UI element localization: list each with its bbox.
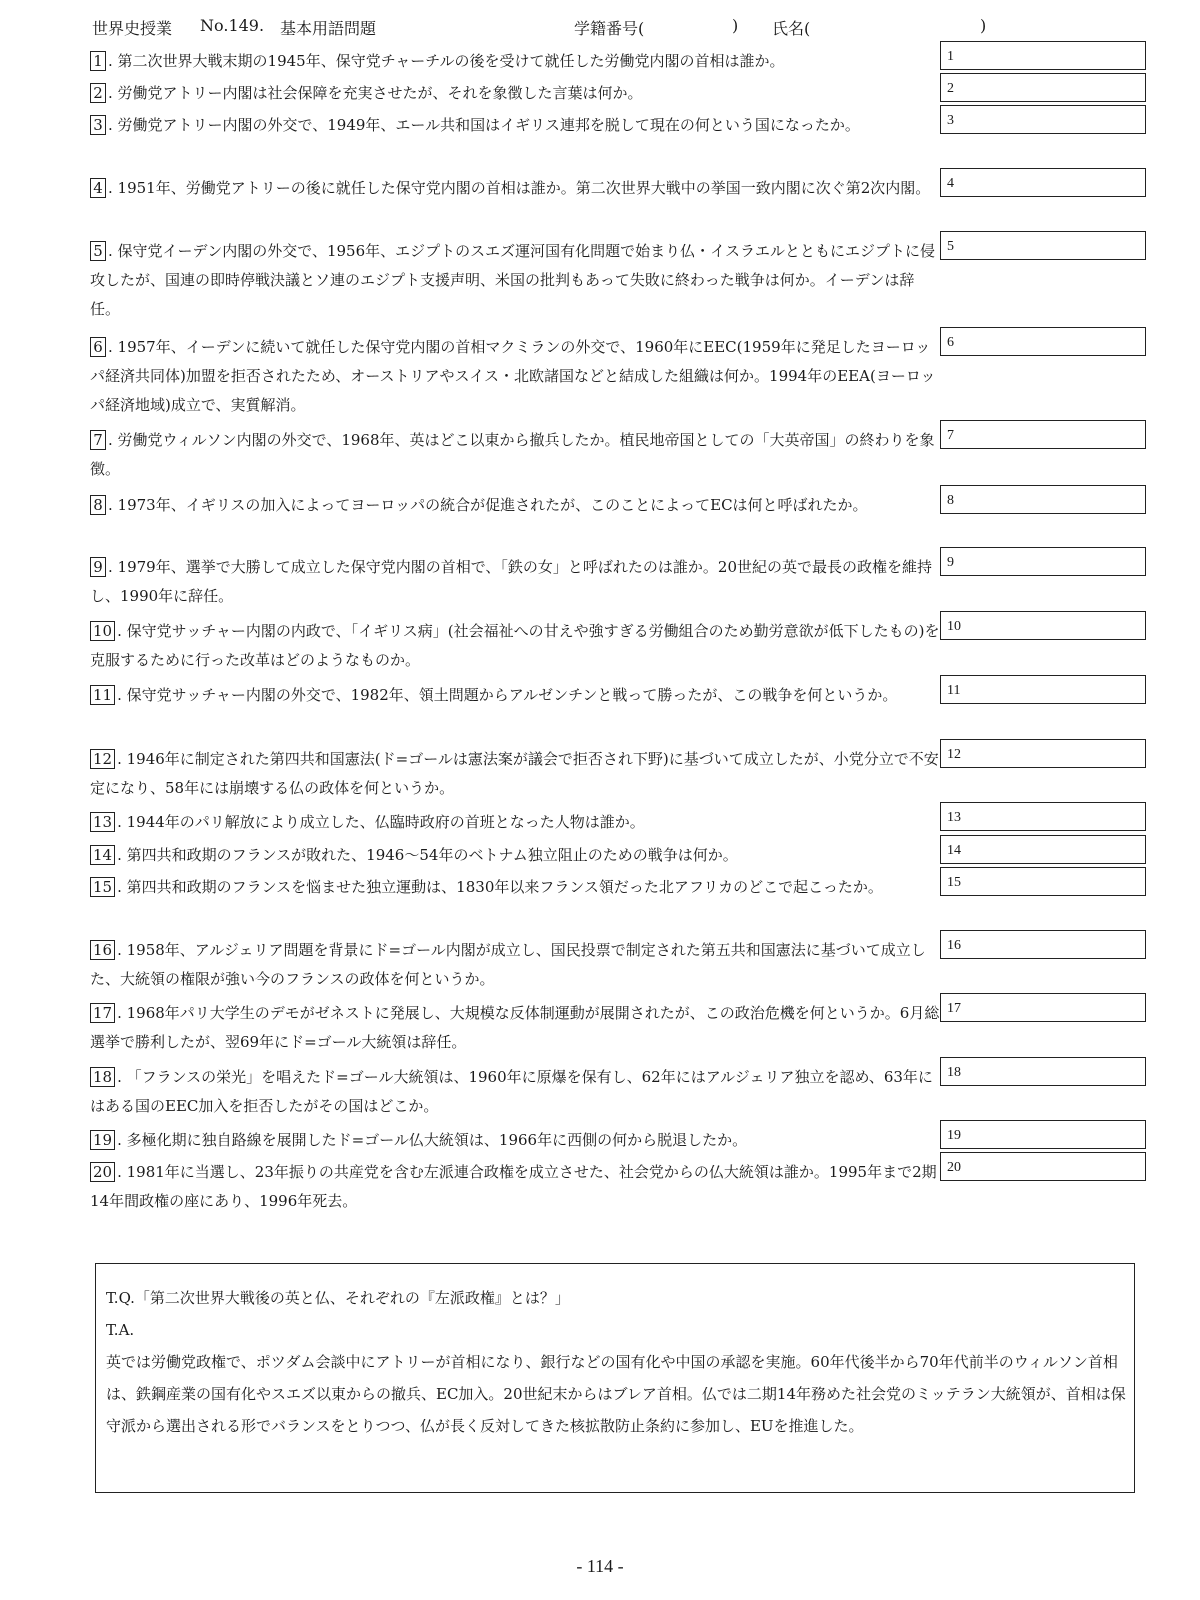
tq-answer: 英では労働党政権で、ポツダム会談中にアトリーが首相になり、銀行などの国有化や中国の承認を実施。60年代後半から70年代前半のウィルソン首相は、鉄鋼産業の国有化やスエズ以東からの撤兵、EC加入。20世紀末からはブレア首相。仏では二期14年務めた社会党のミッテラン大統領が、首相は保守派から選出される形でバランスをとりつつ、仏が長く反対してきた核拡散防止条約に参加し、EUを推進した。 xyxy=(106,1353,1126,1435)
answer-box[interactable]: 6 xyxy=(940,327,1146,356)
question-text: . 労働党ウィルソン内閣の外交で、1968年、英はどこ以東から撤兵したか。植民地帝国としての「大英帝国」の終わりを象徴。 xyxy=(90,431,935,478)
question-item xyxy=(90,999,940,1057)
question-text: . 1968年パリ大学生のデモがゼネストに発展し、大規模な反体制運動が展開されたが、この政治危機を何というか。6月総選挙で勝利したが、翌69年にド=ゴール大統領は辞任。 xyxy=(90,1004,940,1051)
question-item xyxy=(90,841,940,870)
question-item xyxy=(90,237,940,324)
question-text: . 第四共和政期のフランスを悩ませた独立運動は、1830年以来フランス領だった北アフリカのどこで起こったか。 xyxy=(117,878,883,896)
question-number: 3 xyxy=(90,115,106,135)
worksheet-title: 基本用語問題 xyxy=(280,19,377,38)
question-item xyxy=(90,111,940,140)
worksheet-number: No.149. xyxy=(200,16,265,35)
question-number: 20 xyxy=(90,1162,115,1182)
answer-box[interactable]: 19 xyxy=(940,1120,1146,1149)
question-item xyxy=(90,333,940,420)
question-text: . 1946年に制定された第四共和国憲法(ド=ゴールは憲法案が議会で拒否され下野)に基づいて成立したが、小党分立で不安定になり、58年には崩壊する仏の政体を何というか。 xyxy=(90,750,939,797)
question-item xyxy=(90,174,940,203)
question-number: 10 xyxy=(90,621,115,641)
answer-box[interactable]: 10 xyxy=(940,611,1146,640)
question-text: . 1979年、選挙で大勝して成立した保守党内閣の首相で、「鉄の女」と呼ばれたのは誰か。20世紀の英で最長の政権を維持し、1990年に辞任。 xyxy=(90,558,933,605)
question-number: 2 xyxy=(90,83,106,103)
answer-box[interactable]: 7 xyxy=(940,420,1146,449)
question-item xyxy=(90,617,940,675)
question-number: 19 xyxy=(90,1130,115,1150)
answer-box[interactable]: 1 xyxy=(940,41,1146,70)
answer-box[interactable]: 15 xyxy=(940,867,1146,896)
question-number: 13 xyxy=(90,812,115,832)
question-text: . 保守党サッチャー内閣の外交で、1982年、領土問題からアルゼンチンと戦って勝ったが、この戦争を何というか。 xyxy=(117,686,898,704)
answer-box[interactable]: 11 xyxy=(940,675,1146,704)
question-item xyxy=(90,745,940,803)
question-text: . 1957年、イーデンに続いて就任した保守党内閣の首相マクミランの外交で、1960年にEEC(1959年に発足したヨーロッパ経済共同体)加盟を拒否されたため、オーストリアやスイス・北欧諸国などと結成した組織は何か。1994年のEEA(ヨーロッパ経済地域)成立で、実質解消。 xyxy=(90,338,936,414)
student-name-close: ) xyxy=(980,16,987,35)
question-number: 11 xyxy=(90,685,115,705)
question-item xyxy=(90,873,940,902)
question-item xyxy=(90,1126,940,1155)
question-item xyxy=(90,426,940,484)
question-item xyxy=(90,1158,940,1216)
answer-box[interactable]: 9 xyxy=(940,547,1146,576)
question-number: 12 xyxy=(90,749,115,769)
answer-box[interactable]: 16 xyxy=(940,930,1146,959)
answer-box[interactable]: 14 xyxy=(940,835,1146,864)
student-id-label: 学籍番号( xyxy=(574,19,645,38)
question-text: . 1973年、イギリスの加入によってヨーロッパの統合が促進されたが、このことによってECは何と呼ばれたか。 xyxy=(108,496,868,514)
question-text: . 労働党アトリー内閣は社会保障を充実させたが、それを象徴した言葉は何か。 xyxy=(108,84,643,102)
question-item xyxy=(90,936,940,994)
tq-box xyxy=(95,1263,1135,1493)
answer-box[interactable]: 13 xyxy=(940,802,1146,831)
question-number: 7 xyxy=(90,430,106,450)
answer-box[interactable]: 4 xyxy=(940,168,1146,197)
question-text: . 保守党サッチャー内閣の内政で、「イギリス病」(社会福祉への甘えや強すぎる労働組合のため勤労意欲が低下したもの)を克服するために行った改革はどのようなものか。 xyxy=(90,622,940,669)
question-number: 18 xyxy=(90,1067,115,1087)
question-item xyxy=(90,79,940,108)
question-number: 4 xyxy=(90,178,106,198)
tq-answer-label: T.A. xyxy=(106,1321,135,1339)
answer-box[interactable]: 2 xyxy=(940,73,1146,102)
tq-question: T.Q.「第二次世界大戦後の英と仏、それぞれの『左派政権』とは？」 xyxy=(106,1289,570,1307)
student-id-close: ) xyxy=(732,16,739,35)
question-text: . 第四共和政期のフランスが敗れた、1946～54年のベトナム独立阻止のための戦争は何か。 xyxy=(117,846,738,864)
answer-box[interactable]: 18 xyxy=(940,1057,1146,1086)
question-text: . 1958年、アルジェリア問題を背景にド=ゴール内閣が成立し、国民投票で制定された第五共和国憲法に基づいて成立した、大統領の権限が強い今のフランスの政体を何というか。 xyxy=(90,941,926,988)
question-number: 17 xyxy=(90,1003,115,1023)
question-number: 9 xyxy=(90,557,106,577)
question-text: . 「フランスの栄光」を唱えたド=ゴール大統領は、1960年に原爆を保有し、62年にはアルジェリア独立を認め、63年にはある国のEEC加入を拒否したがその国はどこか。 xyxy=(90,1068,933,1115)
question-item xyxy=(90,808,940,837)
question-text: . 多極化期に独自路線を展開したド=ゴール仏大統領は、1966年に西側の何から脱退したか。 xyxy=(117,1131,748,1149)
question-text: . 1981年に当選し、23年振りの共産党を含む左派連合政権を成立させた、社会党からの仏大統領は誰か。1995年まで2期14年間政権の座にあり、1996年死去。 xyxy=(90,1163,937,1210)
question-number: 1 xyxy=(90,51,106,71)
question-number: 6 xyxy=(90,337,106,357)
question-number: 8 xyxy=(90,495,106,515)
question-item xyxy=(90,491,940,520)
answer-box[interactable]: 3 xyxy=(940,105,1146,134)
question-text: . 労働党アトリー内閣の外交で、1949年、エール共和国はイギリス連邦を脱して現在の何という国になったか。 xyxy=(108,116,860,134)
question-item xyxy=(90,1063,940,1121)
question-text: . 1944年のパリ解放により成立した、仏臨時政府の首班となった人物は誰か。 xyxy=(117,813,645,831)
answer-box[interactable]: 5 xyxy=(940,231,1146,260)
question-number: 16 xyxy=(90,940,115,960)
question-number: 14 xyxy=(90,845,115,865)
course-name: 世界史授業 xyxy=(92,19,173,38)
question-item xyxy=(90,47,940,76)
question-item xyxy=(90,553,940,611)
page-number: - 114 - xyxy=(576,1556,624,1576)
answer-box[interactable]: 12 xyxy=(940,739,1146,768)
question-item xyxy=(90,681,940,710)
question-number: 15 xyxy=(90,877,115,897)
question-text: . 1951年、労働党アトリーの後に就任した保守党内閣の首相は誰か。第二次世界大戦中の挙国一致内閣に次ぐ第2次内閣。 xyxy=(108,179,931,197)
answer-box[interactable]: 8 xyxy=(940,485,1146,514)
answer-box[interactable]: 20 xyxy=(940,1152,1146,1181)
question-text: . 保守党イーデン内閣の外交で、1956年、エジプトのスエズ運河国有化問題で始まり仏・イスラエルとともにエジプトに侵攻したが、国連の即時停戦決議とソ連のエジプト支援声明、米国の批判もあって失敗に終わった戦争は何か。イーデンは辞任。 xyxy=(90,242,935,318)
question-number: 5 xyxy=(90,241,106,261)
student-name-label: 氏名( xyxy=(772,19,811,38)
answer-box[interactable]: 17 xyxy=(940,993,1146,1022)
question-text: . 第二次世界大戦末期の1945年、保守党チャーチルの後を受けて就任した労働党内閣の首相は誰か。 xyxy=(108,52,785,70)
